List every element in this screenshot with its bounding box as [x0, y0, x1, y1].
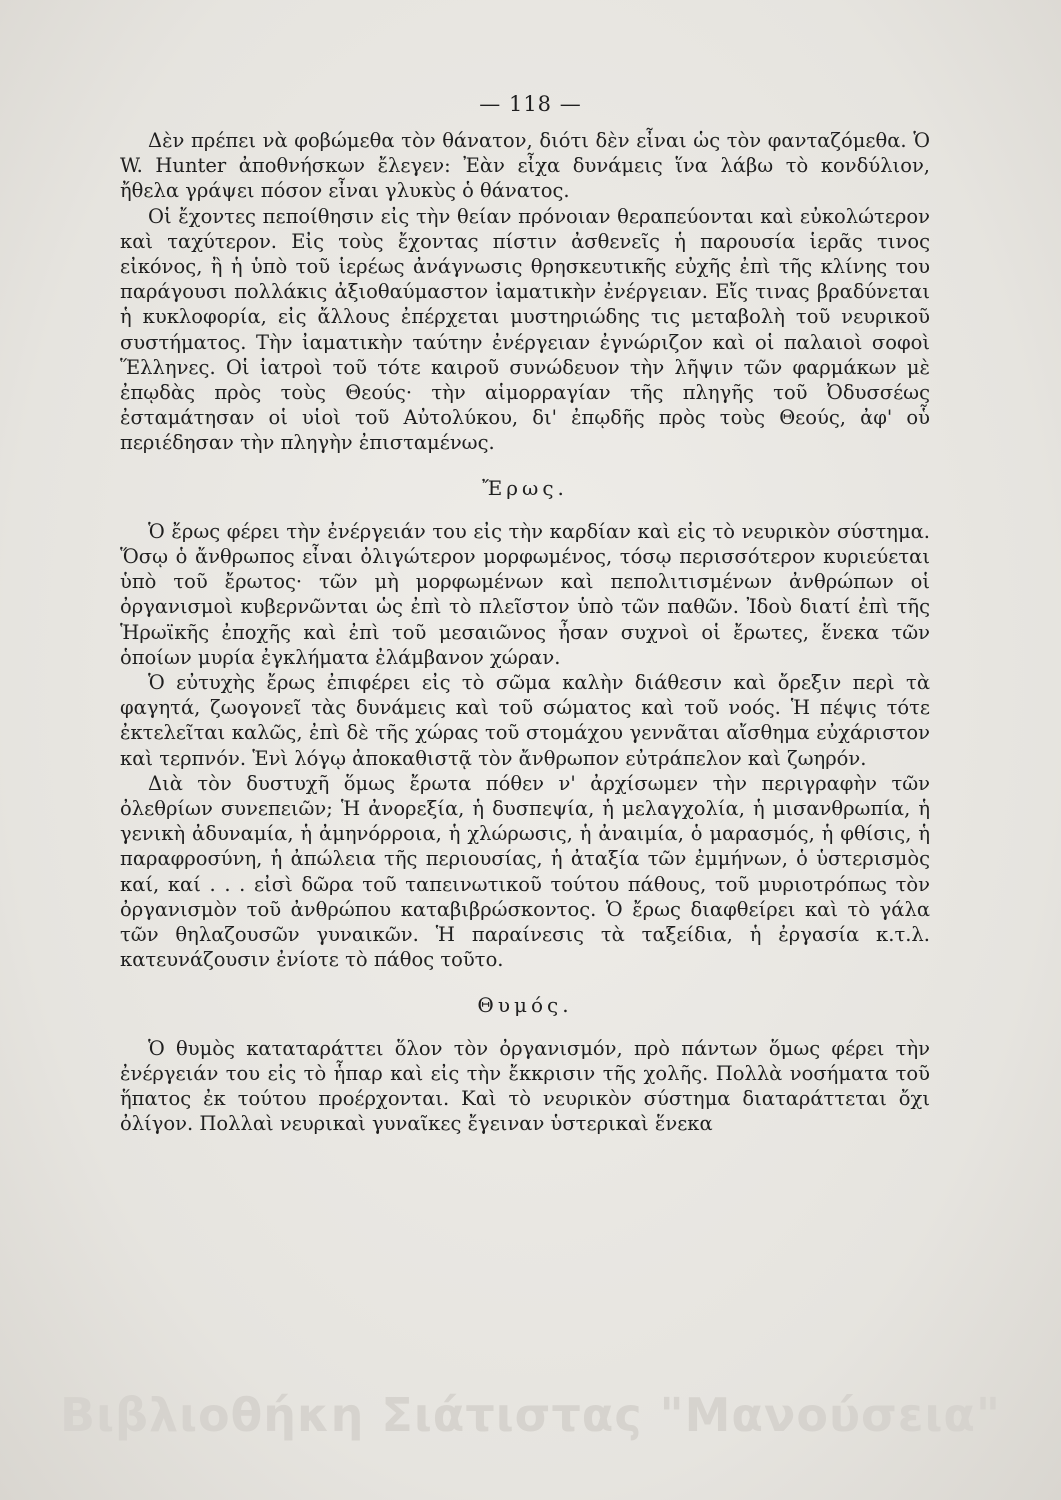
- paragraph: Ὁ θυμὸς καταταράττει ὅλον τὸν ὀργανισμόν, πρὸ πάντων ὅμως φέρει τὴν ἐνέργειάν του εἰς τὸ ἧπαρ καὶ εἰς τὴν ἔκκρισιν τῆς χολῆς. Πολλὰ νοσήματα τοῦ ἥπατος ἐκ τούτου προέρχονται. Καὶ τὸ νευρικὸν σύστημα διαταράττεται ὄχι ὀλίγον. Πολλαὶ νευρικαὶ γυναῖκες ἔγειναν ὑστερικαὶ ἕνεκα: [120, 1036, 930, 1136]
- page-number: — 118 —: [479, 92, 582, 116]
- section-title-eros: Ἔρως.: [482, 475, 568, 500]
- paragraph: Διὰ τὸν δυστυχῆ ὅμως ἔρωτα πόθεν ν' ἀρχίσωμεν τὴν περιγραφὴν τῶν ὀλεθρίων συνεπειῶν; Ἡ ἀνορεξία, ἡ δυσπεψία, ἡ μελαγχολία, ἡ μισανθρωπία, ἡ γενικὴ ἀδυναμία, ἡ ἀμηνόρροια, ἡ χλώρωσις, ἡ ἀναιμία, ὁ μαρασμός, ἡ φθίσις, ἡ παραφροσύνη, ἡ ἀπώλεια τῆς περιουσίας, ἡ ἀταξία τῶν ἐμμήνων, ὁ ὑστερισμὸς καί, καί . . . εἰσὶ δῶρα τοῦ ταπεινωτικοῦ τούτου πάθους, τοῦ μυριοτρόπως τὸν ὀργανισμὸν τοῦ ἀνθρώπου καταβιβρώσκοντος. Ὁ ἔρως διαφθείρει καὶ τὸ γάλα τῶν θηλαζουσῶν γυναικῶν. Ἡ παραίνεσις τὰ ταξείδια, ἡ ἐργασία κ.τ.λ. κατευνάζουσιν ἐνίοτε τὸ πάθος τοῦτο.: [120, 771, 930, 972]
- body-text: [120, 128, 930, 1137]
- section-title-thymos: Θυμός.: [477, 992, 573, 1017]
- library-watermark: Βιβλιοθήκη Σιάτιστας "Μανούσεια": [60, 1388, 1001, 1442]
- paragraph: Ὁ ἔρως φέρει τὴν ἐνέργειάν του εἰς τὴν καρδίαν καὶ εἰς τὸ νευρικὸν σύστημα. Ὅσῳ ὁ ἄνθρωπος εἶναι ὀλιγώτερον μορφωμένος, τόσῳ περισσότερον κυριεύεται ὑπὸ τοῦ ἔρωτος· τῶν μὴ μορφωμένων καὶ πεπολιτισμένων ἀνθρώπων οἱ ὀργανισμοὶ κυβερνῶνται ὡς ἐπὶ τὸ πλεῖστον ὑπὸ τῶν παθῶν. Ἰδοὺ διατί ἐπὶ τῆς Ἡρωϊκῆς ἐποχῆς καὶ ἐπὶ τοῦ μεσαιῶνος ἦσαν συχνοὶ οἱ ἔρωτες, ἕνεκα τῶν ὁποίων μυρία ἐγκλήματα ἐλάμβανον χώραν.: [120, 519, 930, 669]
- paragraph: Ὁ εὐτυχὴς ἔρως ἐπιφέρει εἰς τὸ σῶμα καλὴν διάθεσιν καὶ ὄρεξιν περὶ τὰ φαγητά, ζωογονεῖ τὰς δυνάμεις καὶ τοῦ σώματος καὶ τοῦ νοός. Ἡ πέψις τότε ἐκτελεῖται καλῶς, ἐπὶ δὲ τῆς χώρας τοῦ στομάχου γεννᾶται αἴσθημα εὐχάριστον καὶ τερπνόν. Ἑνὶ λόγῳ ἀποκαθιστᾷ τὸν ἄνθρωπον εὐτράπελον καὶ ζωηρόν.: [120, 671, 930, 770]
- paragraph: Δὲν πρέπει νὰ φοβώμεθα τὸν θάνατον, διότι δὲν εἶναι ὡς τὸν φανταζόμεθα. Ὁ W. Hunter ἀποθνήσκων ἔλεγεν: Ἐὰν εἶχα δυνάμεις ἵνα λάβω τὸ κονδύλιον, ἤθελα γράψει πόσον εἶναι γλυκὺς ὁ θάνατος.: [120, 129, 930, 203]
- paragraph: Οἱ ἔχοντες πεποίθησιν εἰς τὴν θείαν πρόνοιαν θεραπεύονται καὶ εὐκολώτερον καὶ ταχύτερον. Εἰς τοὺς ἔχοντας πίστιν ἀσθενεῖς ἡ παρουσία ἱερᾶς τινος εἰκόνος, ἢ ἡ ὑπὸ τοῦ ἱερέως ἀνάγνωσις θρησκευτικῆς εὐχῆς ἐπὶ τῆς κλίνης του παράγουσι πολλάκις ἀξιοθαύμαστον ἰαματικὴν ἐνέργειαν. Εἴς τινας βραδύνεται ἡ κυκλοφορία, εἰς ἄλλους ἐπέρχεται μυστηριώδης τις μεταβολὴ τοῦ νευρικοῦ συστήματος. Τὴν ἰαματικὴν ταύτην ἐνέργειαν ἐγνώριζον καὶ οἱ παλαιοὶ σοφοὶ Ἕλληνες. Οἱ ἰατροὶ τοῦ τότε καιροῦ συνώδευον τὴν λῆψιν τῶν φαρμάκων μὲ ἐπῳδὰς πρὸς τοὺς Θεούς· τὴν αἱμορραγίαν τῆς πληγῆς τοῦ Ὀδυσσέως ἐσταμάτησαν οἱ υἱοὶ τοῦ Αὐτολύκου, δι' ἐπῳδῆς πρὸς τοὺς Θεούς, ἀφ' οὗ περιέδησαν τὴν πληγὴν ἐπισταμένως.: [120, 204, 930, 455]
